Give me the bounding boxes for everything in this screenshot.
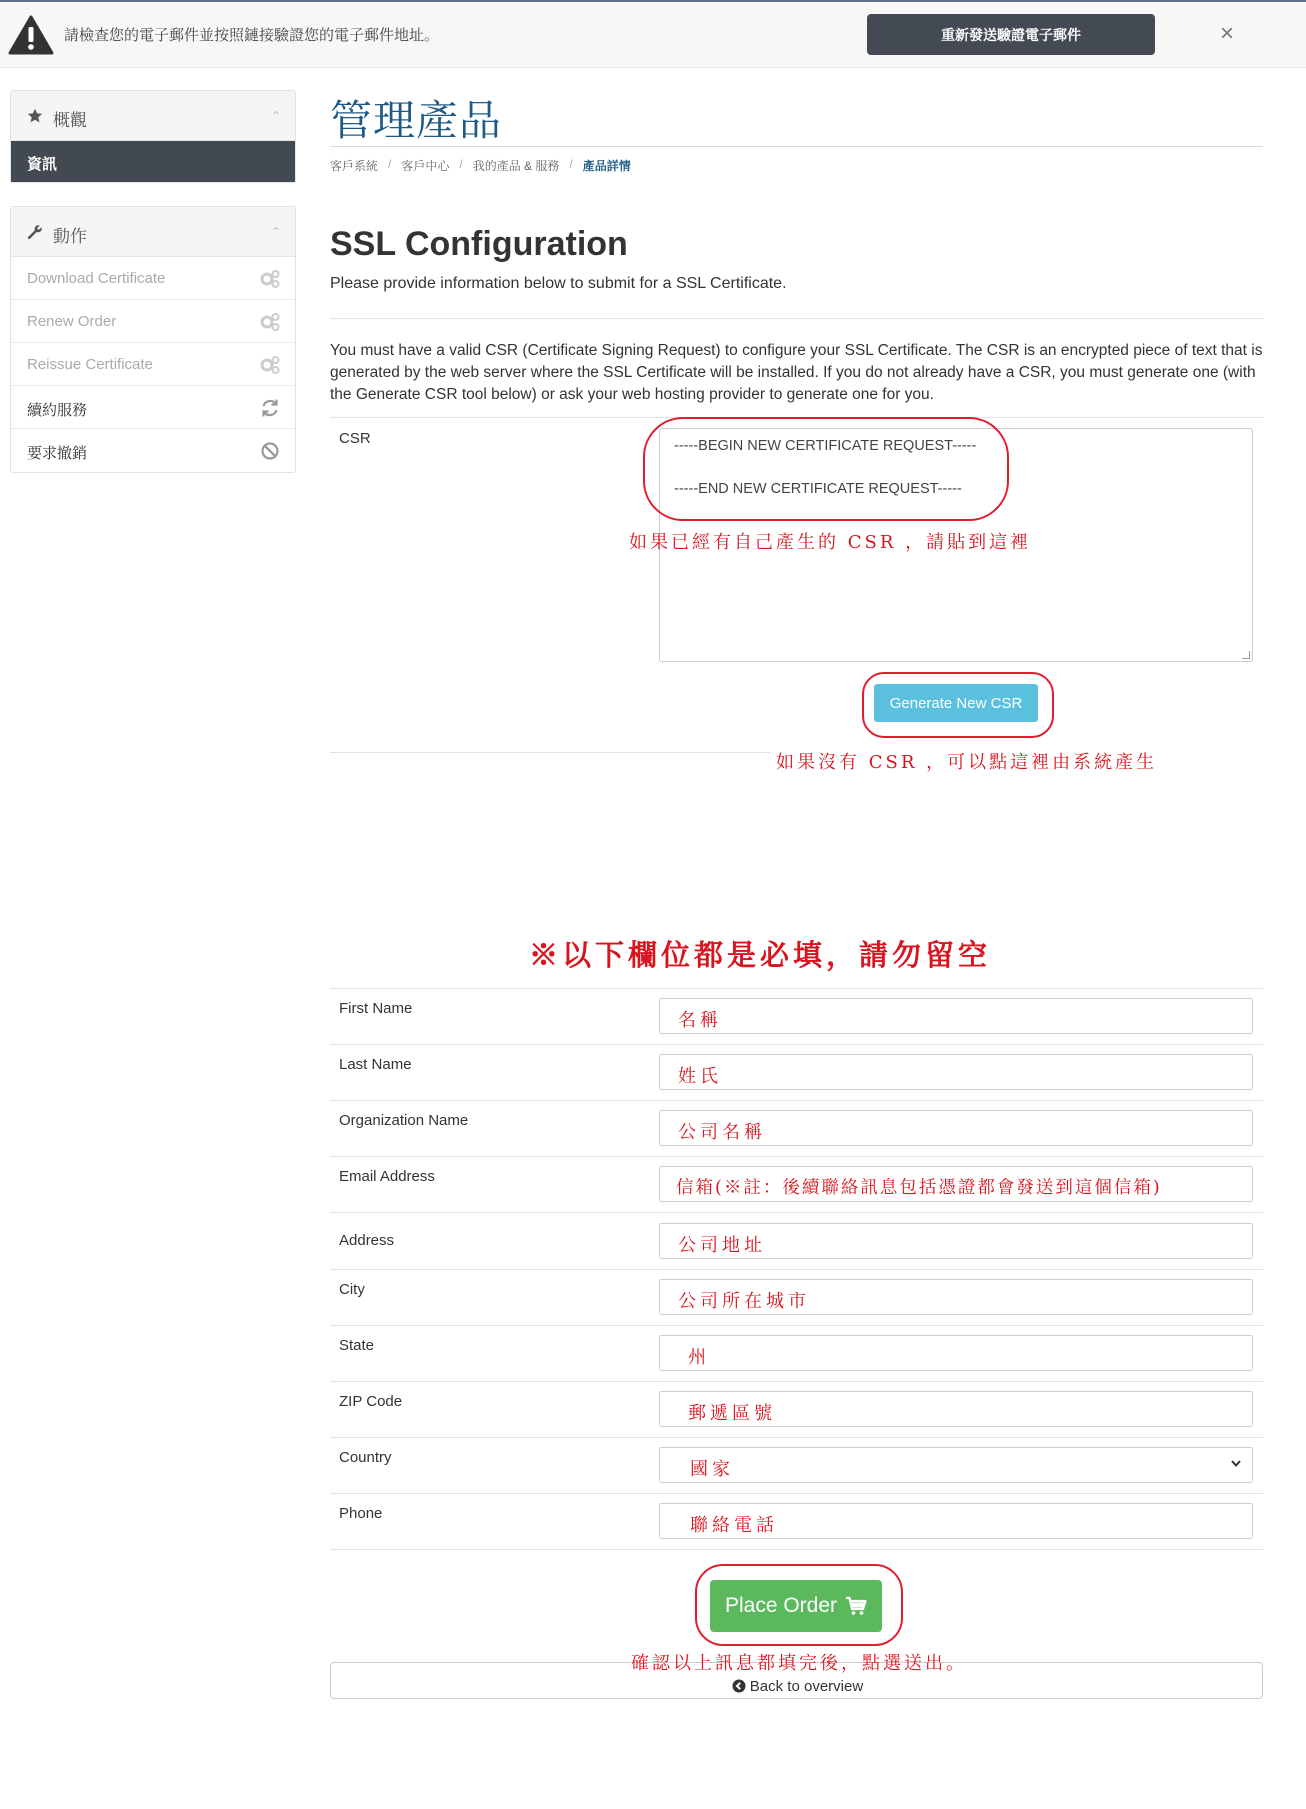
close-icon[interactable]: × xyxy=(1220,20,1235,47)
sidebar-item-renew-service[interactable] xyxy=(11,386,295,429)
sidebar-item-label: Renew Order xyxy=(27,313,117,330)
breadcrumb xyxy=(330,157,631,174)
sidebar-actions-panel xyxy=(10,206,296,473)
generate-csr-button[interactable]: Generate New CSR xyxy=(874,684,1038,722)
annotation-circle xyxy=(862,672,1054,738)
gears-icon xyxy=(259,269,281,289)
divider xyxy=(330,1325,1263,1326)
divider xyxy=(330,1381,1263,1382)
csr-label: CSR xyxy=(339,430,371,447)
ssl-config-title: SSL Configuration xyxy=(330,225,628,263)
last-name-placeholder: 姓氏 xyxy=(678,1066,722,1087)
zip-code-placeholder: 郵遞區號 xyxy=(688,1403,776,1424)
sidebar-item-label: Reissue Certificate xyxy=(27,356,153,373)
sidebar-overview-panel xyxy=(10,90,296,183)
alert-message: 請檢查您的電子郵件並按照鏈接驗證您的電子郵件地址。 xyxy=(64,27,440,44)
annotation-submit: 確認以上訊息都填完後，點選送出。 xyxy=(631,1653,967,1674)
ban-icon xyxy=(259,441,281,461)
first-name-field[interactable] xyxy=(659,998,1253,1034)
organization-name-field[interactable] xyxy=(659,1110,1253,1146)
breadcrumb-separator: / xyxy=(459,157,463,171)
last-name-label: Last Name xyxy=(339,1056,412,1073)
zip-code-label: ZIP Code xyxy=(339,1393,403,1410)
sidebar-item-label: 續約服務 xyxy=(27,402,88,419)
title-divider xyxy=(330,146,1263,147)
divider xyxy=(330,1212,1263,1213)
divider xyxy=(330,1493,1263,1494)
annotation-csr-generate: 如果沒有 CSR ，可以點這裡由系統產生 xyxy=(776,752,1158,773)
divider xyxy=(330,752,770,753)
sidebar-overview-header[interactable] xyxy=(11,91,295,141)
place-order-label: Place Order xyxy=(724,1594,838,1617)
organization-name-placeholder: 公司名稱 xyxy=(678,1122,766,1143)
state-placeholder: 州 xyxy=(688,1347,710,1368)
csr-end-text: -----END NEW CERTIFICATE REQUEST----- xyxy=(674,481,962,497)
sidebar-item-info[interactable]: 資訊 xyxy=(11,141,295,182)
address-placeholder: 公司地址 xyxy=(678,1235,766,1256)
last-name-field[interactable] xyxy=(659,1054,1253,1090)
state-label: State xyxy=(339,1337,375,1354)
first-name-placeholder: 名稱 xyxy=(678,1010,722,1031)
annotation-csr-paste: 如果已經有自己產生的 CSR ，請貼到這裡 xyxy=(629,532,1032,553)
address-field[interactable] xyxy=(659,1223,1253,1259)
country-select[interactable] xyxy=(659,1447,1253,1483)
breadcrumb-item[interactable]: 客戶中心 xyxy=(401,159,450,173)
sidebar-overview-title: 概觀 xyxy=(53,111,87,130)
csr-intro-text: You must have a valid CSR (Certificate Signing Request) to configure your SSL Certificate. The CSR is an encrypted piece of text that is generated by the web server where the SSL Certificate will be installed. If you do not already have a CSR, you must generate one (with the Generate CSR tool below) or ask your web hosting provider to generate one for you. xyxy=(330,342,1263,403)
back-to-overview-label: Back to overview xyxy=(749,1678,864,1695)
chevron-down-icon xyxy=(1230,1457,1242,1469)
back-to-overview-link[interactable] xyxy=(331,1678,1264,1695)
ssl-config-subtitle: Please provide information below to submit for a SSL Certificate. xyxy=(330,275,787,292)
breadcrumb-current: 產品詳情 xyxy=(582,159,631,173)
sidebar-item-download-certificate[interactable] xyxy=(11,257,295,300)
warning-icon xyxy=(8,14,54,56)
city-field[interactable] xyxy=(659,1279,1253,1315)
wrench-icon xyxy=(27,224,43,240)
divider xyxy=(330,318,1263,319)
divider xyxy=(330,1437,1263,1438)
divider xyxy=(330,1044,1263,1045)
gears-icon xyxy=(259,355,281,375)
country-label: Country xyxy=(339,1449,392,1466)
arrow-circle-left-icon xyxy=(732,1679,746,1693)
breadcrumb-separator: / xyxy=(569,157,573,171)
sidebar-item-label: 要求撤銷 xyxy=(27,445,88,462)
annotation-circle xyxy=(643,417,1009,521)
email-address-placeholder: 信箱(※註：後續聯絡訊息包括憑證都會發送到這個信箱) xyxy=(676,1178,1162,1198)
zip-code-field[interactable] xyxy=(659,1391,1253,1427)
first-name-label: First Name xyxy=(339,1000,413,1017)
phone-field[interactable] xyxy=(659,1503,1253,1539)
email-address-field[interactable] xyxy=(659,1166,1253,1202)
email-verification-alert xyxy=(0,0,1306,68)
chevron-up-icon[interactable]: ⌃ xyxy=(270,109,281,123)
gears-icon xyxy=(259,312,281,332)
city-placeholder: 公司所在城市 xyxy=(678,1291,810,1312)
state-field[interactable] xyxy=(659,1335,1253,1371)
phone-placeholder: 聯絡電話 xyxy=(690,1515,778,1536)
sidebar-item-request-cancellation[interactable] xyxy=(11,429,295,472)
csr-begin-text: -----BEGIN NEW CERTIFICATE REQUEST----- xyxy=(674,438,977,454)
sidebar-item-reissue-certificate[interactable] xyxy=(11,343,295,386)
resend-verification-button[interactable]: 重新發送驗證電子郵件 xyxy=(867,14,1155,55)
email-address-label: Email Address xyxy=(339,1168,435,1185)
phone-label: Phone xyxy=(339,1505,383,1522)
divider xyxy=(330,1100,1263,1101)
annotation-circle xyxy=(695,1564,903,1646)
star-icon xyxy=(27,108,43,124)
required-fields-note: ※以下欄位都是必填，請勿留空 xyxy=(529,938,992,972)
refresh-icon xyxy=(259,398,281,418)
breadcrumb-item[interactable]: 客戶系統 xyxy=(330,159,379,173)
resize-handle[interactable] xyxy=(1242,651,1250,659)
divider xyxy=(330,1269,1263,1270)
address-label: Address xyxy=(339,1232,395,1249)
sidebar-actions-header[interactable] xyxy=(11,207,295,257)
divider xyxy=(330,988,1263,989)
sidebar-actions-title: 動作 xyxy=(53,227,87,246)
sidebar-item-renew-order[interactable] xyxy=(11,300,295,343)
organization-name-label: Organization Name xyxy=(339,1112,469,1129)
breadcrumb-separator: / xyxy=(388,157,392,171)
sidebar-item-label: Download Certificate xyxy=(27,270,166,287)
breadcrumb-item[interactable]: 我的產品 & 服務 xyxy=(472,159,560,173)
chevron-up-icon[interactable]: ⌃ xyxy=(270,225,281,239)
city-label: City xyxy=(339,1281,365,1298)
country-selected-value: 國家 xyxy=(690,1459,734,1480)
page-title: 管理產品 xyxy=(330,97,503,144)
divider xyxy=(330,1549,1263,1550)
divider xyxy=(330,1156,1263,1157)
